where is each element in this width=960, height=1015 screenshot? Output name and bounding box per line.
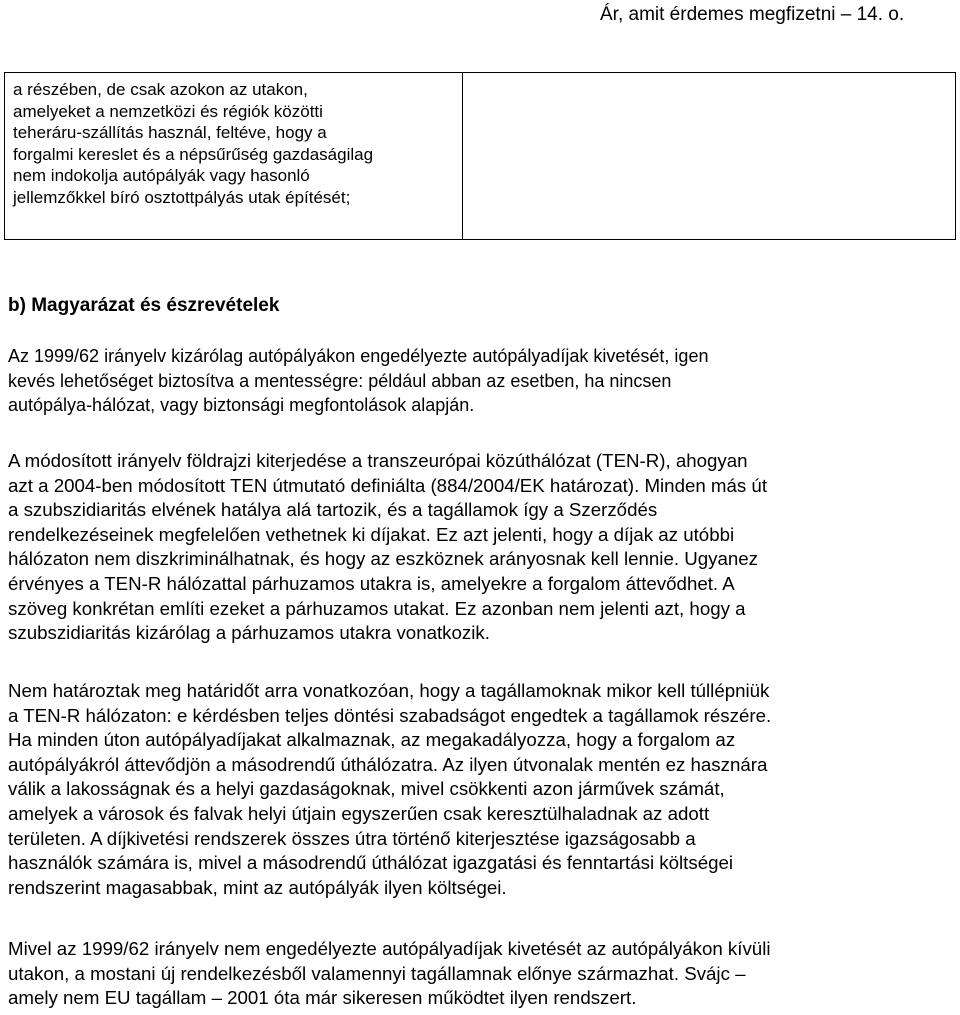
paragraph-4 bbox=[8, 937, 952, 1011]
paragraph-line: érvényes a TEN-R hálózattal párhuzamos utakra is, amelyekre a forgalom áttevődhet. A bbox=[8, 572, 735, 594]
page-header: Ár, amit érdemes megfizetni – 14. o. bbox=[600, 4, 905, 25]
paragraph-line: Az 1999/62 irányelv kizárólag autópályákon engedélyezte autópályadíjak kivetését, igen bbox=[8, 346, 709, 366]
paragraph-line: utakon, a mostani új rendelkezésből valamennyi tagállamnak előnye származhat. Svájc – bbox=[8, 962, 746, 984]
box-line: a részében, de csak azokon az utakon, bbox=[13, 80, 308, 99]
text-box-left-cell bbox=[5, 73, 463, 239]
box-line: forgalmi kereslet és a népsűrűség gazdaságilag bbox=[13, 144, 374, 164]
paragraph-1 bbox=[8, 344, 952, 418]
paragraph-line: kevés lehetőséget biztosítva a mentességre: például abban az esetben, ha nincsen bbox=[8, 370, 672, 391]
box-line: jellemzőkkel bíró osztottpályás utak építését; bbox=[13, 187, 351, 207]
paragraph-line: autópálya-hálózat, vagy biztonsági megfontolások alapján. bbox=[8, 395, 475, 416]
paragraph-line: területen. A díjkivetési rendszerek összes útra történő kiterjesztése igazságosabb a bbox=[8, 827, 696, 849]
paragraph-line: Ha minden úton autópályadíjakat alkalmaznak, az megakadályozza, hogy a forgalom az bbox=[8, 729, 736, 751]
paragraph-line: használók számára is, mivel a másodrendű úthálózat igazgatási és fenntartási költségei bbox=[8, 852, 734, 874]
paragraph-line: a szubszidiaritás elvének hatálya alá tartozik, és a tagállamok így a Szerződés bbox=[8, 499, 658, 521]
paragraph-line: szubszidiaritás kizárólag a párhuzamos utakra vonatkozik. bbox=[8, 622, 490, 644]
paragraph-line: szöveg konkrétan említi ezeket a párhuzamos utakat. Ez azonban nem jelenti azt, hogy a bbox=[8, 597, 746, 619]
paragraph-line: amely nem EU tagállam – 2001 óta már sikeresen működtet ilyen rendszert. bbox=[8, 987, 637, 1009]
box-line: amelyeket a nemzetközi és régiók közötti bbox=[13, 101, 323, 121]
text-box-right-cell bbox=[463, 73, 955, 239]
text-box-table bbox=[4, 72, 956, 240]
section-title: b) Magyarázat és észrevételek bbox=[8, 295, 280, 316]
paragraph-line: autópályákról áttevődjön a másodrendű úthálózatra. Az ilyen útvonalak mentén ez hasznára bbox=[8, 753, 768, 775]
box-line: teheráru-szállítás használ, feltéve, hogy a bbox=[13, 123, 327, 143]
paragraph-2 bbox=[8, 449, 952, 646]
paragraph-line: rendelkezéseinek megfelelően vethetnek ki díjakat. Ez azt jelenti, hogy a díjak az utóbbi bbox=[8, 523, 735, 545]
paragraph-line: rendszerint magasabbak, mint az autópályák ilyen költségei. bbox=[8, 876, 507, 898]
paragraph-line: a TEN-R hálózaton: e kérdésben teljes döntési szabadságot engedtek a tagállamok részére. bbox=[8, 704, 772, 726]
paragraph-line: hálózaton nem diszkriminálhatnak, és hogy az eszköznek arányosnak kell lennie. Ugyanez bbox=[8, 548, 758, 570]
paragraph-3 bbox=[8, 679, 952, 900]
paragraph-line: A módosított irányelv földrajzi kiterjedése a transzeurópai közúthálózat (TEN-R), ahogyan bbox=[8, 450, 748, 471]
paragraph-line: amelyek a városok és falvak helyi útjain egyszerűen csak keresztülhaladnak az adott bbox=[8, 802, 710, 824]
paragraph-line: Nem határoztak meg határidőt arra vonatkozóan, hogy a tagállamoknak mikor kell túllépniük bbox=[8, 680, 770, 701]
paragraph-line: Mivel az 1999/62 irányelv nem engedélyezte autópályadíjak kivetését az autópályákon kívüli bbox=[8, 938, 771, 959]
paragraph-line: azt a 2004-ben módosított TEN útmutató definiálta (884/2004/EK határozat). Minden más út bbox=[8, 474, 768, 496]
box-line: nem indokolja autópályák vagy hasonló bbox=[13, 166, 310, 186]
paragraph-line: válik a lakosságnak és a helyi gazdaságoknak, mivel csökkenti azon járművek számát, bbox=[8, 778, 725, 800]
